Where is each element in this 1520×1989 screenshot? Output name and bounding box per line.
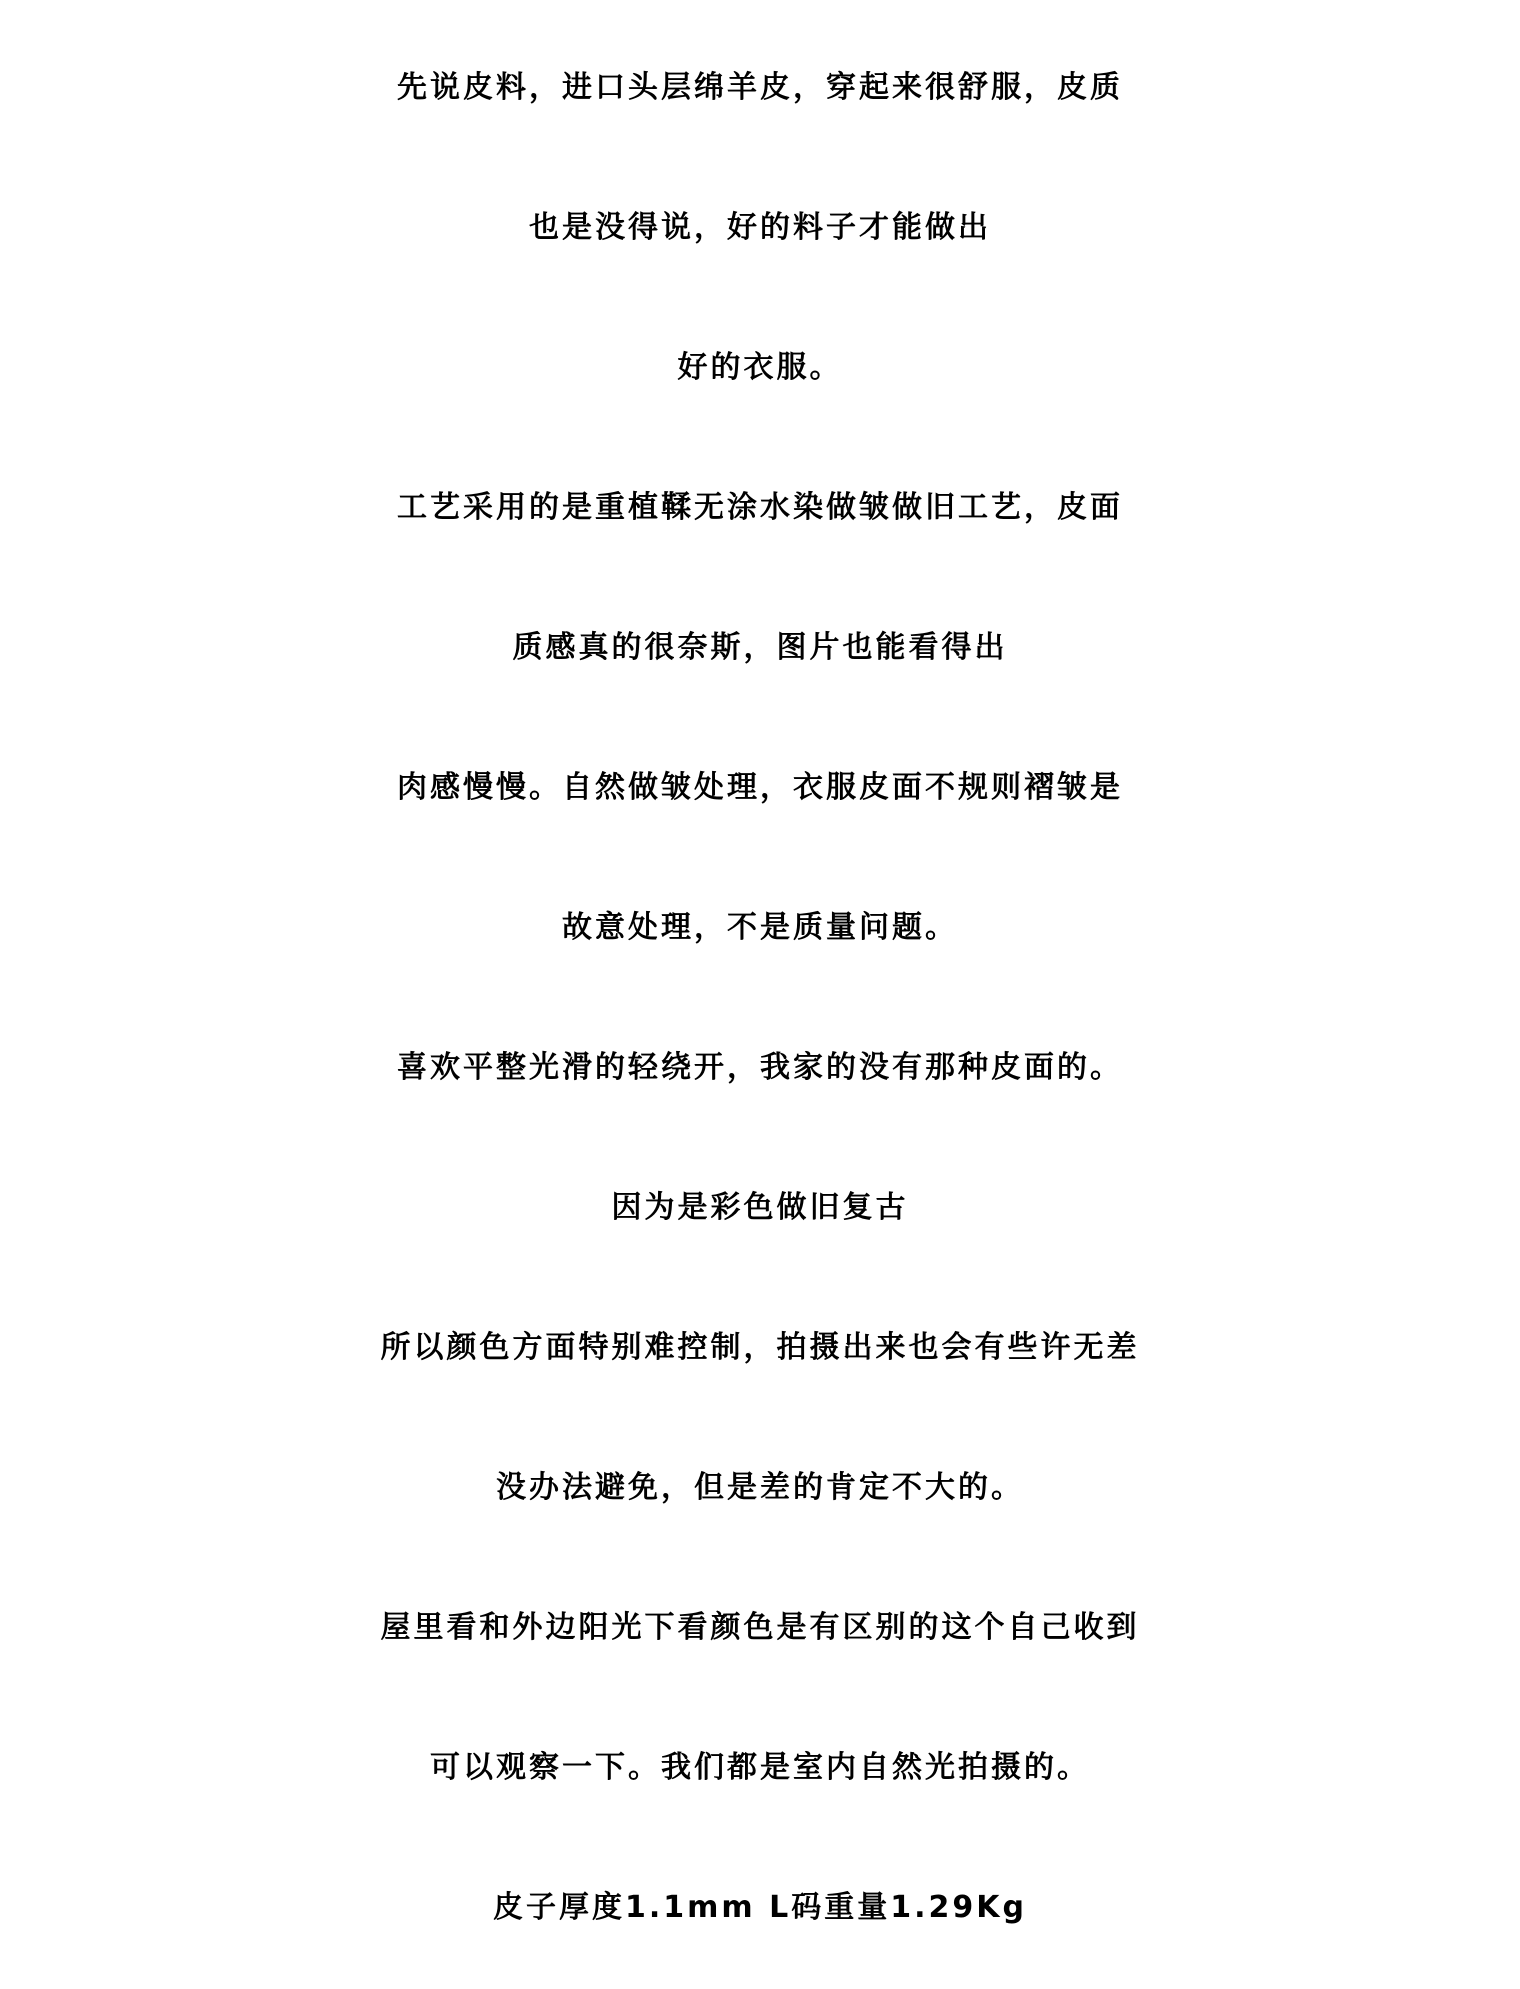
text-line: 肉感慢慢。自然做皱处理，衣服皮面不规则褶皱是: [397, 770, 1123, 805]
text-line: 因为是彩色做旧复古: [611, 1190, 909, 1225]
text-line: 好的衣服。: [677, 350, 843, 385]
text-line: 喜欢平整光滑的轻绕开，我家的没有那种皮面的。: [397, 1050, 1123, 1085]
text-line: 故意处理，不是质量问题。: [562, 910, 958, 945]
text-line: 所以颜色方面特别难控制，拍摄出来也会有些许无差: [380, 1330, 1140, 1365]
text-line: 先说皮料，进口头层绵羊皮，穿起来很舒服，皮质: [397, 70, 1123, 105]
text-line: 可以观察一下。我们都是室内自然光拍摄的。: [430, 1750, 1090, 1785]
text-line: 皮子厚度1.1mm L码重量1.29Kg: [493, 1890, 1027, 1925]
text-line: 没办法避免，但是差的肯定不大的。: [496, 1470, 1024, 1505]
text-line: 也是没得说，好的料子才能做出: [529, 210, 991, 245]
text-line: 质感真的很奈斯，图片也能看得出: [512, 630, 1008, 665]
text-line: 工艺采用的是重植鞣无涂水染做皱做旧工艺，皮面: [397, 490, 1123, 525]
text-line: 屋里看和外边阳光下看颜色是有区别的这个自己收到: [380, 1610, 1140, 1645]
